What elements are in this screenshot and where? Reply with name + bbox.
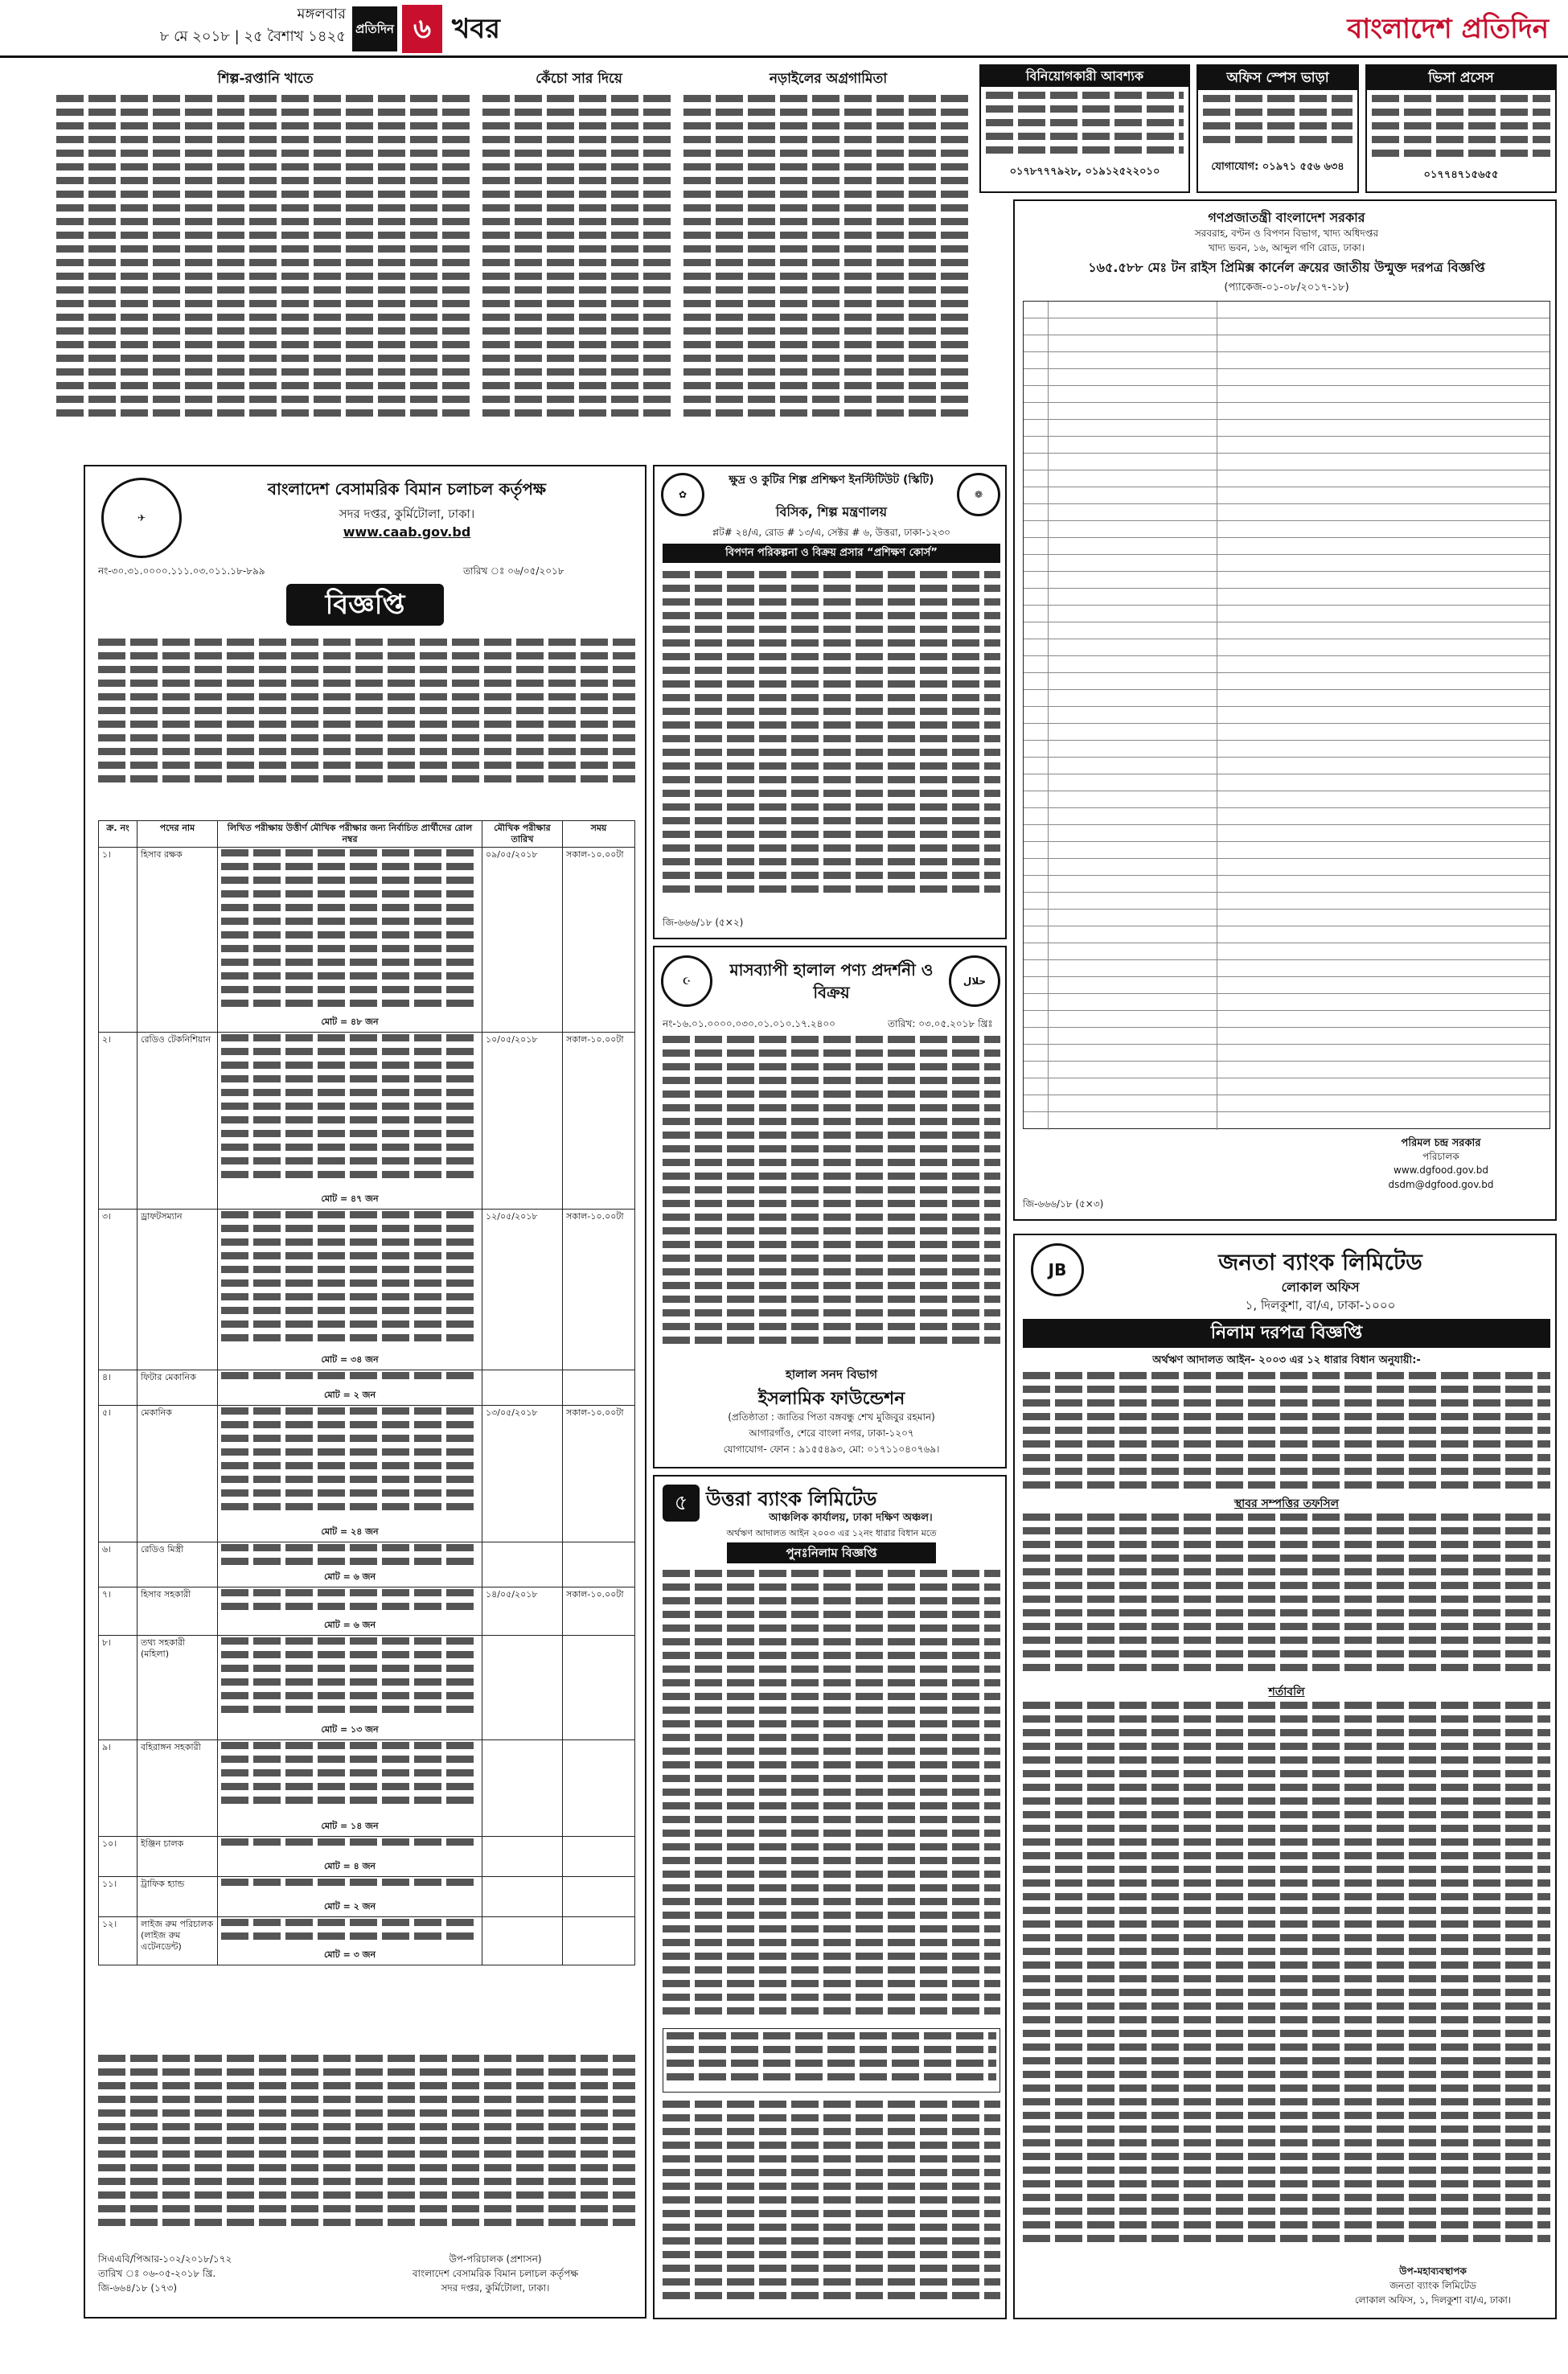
halal-dept: হালাল সনদ বিভাগ [785, 1367, 878, 1382]
caab-col-date: মৌখিক পরীক্ষার তারিখ [482, 821, 563, 848]
caab-cell-sl: ১। [99, 848, 138, 1033]
ad-investor-phone: ০১৭৮৭৭৭৯২৮, ০১৯১২৫২২০১০ [1009, 166, 1160, 178]
caab-cell-post: লাইজ রুম পরিচালক (লাইজ রুম এটেনডেন্ট) [138, 1917, 218, 1965]
caab-row [99, 1370, 635, 1406]
caab-cell-time: সকাল-১০.০০টা [563, 1406, 635, 1542]
dgfood-tender-table [1023, 301, 1550, 1129]
ad-office-title: অফিস স্পেস ভাড়া [1198, 66, 1357, 90]
gov-logo-icon: ❁ [957, 473, 1000, 516]
header-date: ৮ মে ২০১৮ | ২৫ বৈশাখ ১৪২৫ [159, 28, 346, 45]
caab-row-total: মোট = ৩৪ জন [321, 1354, 379, 1365]
scitech-course: বিপণন পরিকল্পনা ও বিক্রয় প্রসার “প্রশিক্ষণ কোর্স” [663, 544, 1000, 563]
caab-cell-rolls [218, 1542, 482, 1587]
uttara-price-table [663, 2028, 1000, 2093]
caab-org: বাংলাদেশ বেসামরিক বিমান চলাচল কর্তৃপক্ষ [267, 479, 547, 499]
caab-cell-post: তথ্য সহকারী (মহিলা) [138, 1636, 218, 1740]
caab-website-link[interactable]: www.caab.gov.bd [343, 524, 471, 540]
article-3 [683, 69, 973, 455]
caab-cell-post: ট্রাফিক হ্যান্ড [138, 1877, 218, 1917]
caab-cell-time [563, 1636, 635, 1740]
caab-row-total: মোট = ২ জন [323, 1390, 376, 1400]
caab-cell-sl: ২। [99, 1033, 138, 1210]
caab-cell-time: সকাল-১০.০০টা [563, 1033, 635, 1210]
brand-logo[interactable]: বাংলাদেশ প্রতিদিন [1347, 13, 1549, 45]
caab-cell-rolls [218, 1636, 482, 1740]
caab-intro [98, 639, 635, 811]
halal-founder: (প্রতিষ্ঠাতা : জাতির পিতা বঙ্গবন্ধু শেখ মুজিবুর রহমান) [728, 1411, 935, 1423]
caab-cell-time: সকাল-১০.০০টা [563, 848, 635, 1033]
caab-cell-time [563, 1917, 635, 1965]
page-header [0, 0, 1568, 58]
halal-notice [653, 946, 1007, 1468]
caab-cell-date [482, 1837, 563, 1877]
islamic-foundation-logo-icon: ☪ [661, 955, 712, 1007]
caab-cell-date [482, 1542, 563, 1587]
caab-cell-sl: ১২। [99, 1917, 138, 1965]
halal-body [663, 1036, 1000, 1357]
caab-date: তারিখ ঃ ০৬/০৫/২০১৮ [463, 565, 564, 577]
uttara-property-schedule [663, 2101, 1000, 2310]
halal-address: আগারগাঁও, শেরে বাংলা নগর, ঢাকা-১২০৭ [749, 1427, 914, 1439]
caab-cell-post: হিসাব রক্ষক [138, 848, 218, 1033]
janata-schedule [1023, 1514, 1550, 1674]
article-1-title: শিল্প-রপ্তানি খাতে [217, 71, 314, 87]
caab-footer-gd: জি-৬৬৪/১৮ (১৭৩) [98, 2282, 178, 2294]
article-3-title: নড়াইলের অগ্রগামিতা [769, 71, 888, 87]
caab-cell-sl: ৫। [99, 1406, 138, 1542]
ad-visa [1365, 64, 1557, 193]
uttara-notice-title: পুনঃনিলাম বিজ্ঞপ্তি [727, 1542, 936, 1563]
caab-roll-numbers [221, 1879, 478, 1901]
caab-col-time: সময় [563, 821, 635, 848]
scitech-gd: জি-৬৬৬/১৮ (৫×২) [663, 917, 744, 928]
caab-cell-date: ১২/০৫/২০১৮ [482, 1210, 563, 1370]
caab-roll-numbers [221, 1742, 478, 1821]
halal-title: মাসব্যাপী হালাল পণ্য প্রদর্শনী ও বিক্রয় [729, 960, 934, 1002]
uttara-office: আঞ্চলিক কার্যালয়, ঢাকা দক্ষিণ অঞ্চল। [769, 1512, 933, 1524]
logo-box: প্রতিদিন [352, 6, 397, 51]
caab-cell-sl: ৬। [99, 1542, 138, 1587]
caab-roll-numbers [221, 1407, 478, 1526]
caab-ref: নং-৩০.৩১.০০০০.১১১.০৩.০১১.১৮-৮৯৯ [98, 565, 265, 577]
caab-cell-post: রেডিও মিস্ত্রী [138, 1542, 218, 1587]
caab-roll-numbers [221, 849, 478, 1017]
caab-logo-icon: ✈ [101, 478, 182, 558]
caab-row-total: মোট = ১৩ জন [321, 1724, 379, 1735]
caab-cell-time [563, 1837, 635, 1877]
caab-cell-time: সকাল-১০.০০টা [563, 1587, 635, 1636]
caab-cell-date [482, 1370, 563, 1406]
caab-cell-rolls [218, 1033, 482, 1210]
section-title: খবর [452, 13, 500, 45]
caab-row [99, 1837, 635, 1877]
scitech-address: প্লট# ২৪/এ, রোড # ১৩/এ, সেক্টর # ৬, উত্তরা, ঢাকা-১২৩০ [712, 527, 950, 538]
janata-terms-title: শর্তাবলি [1268, 1686, 1305, 1698]
caab-cell-sl: ৭। [99, 1587, 138, 1636]
caab-roll-numbers [221, 1919, 478, 1949]
caab-roll-numbers [221, 1838, 478, 1861]
caab-cell-date [482, 1877, 563, 1917]
caab-cell-time [563, 1370, 635, 1406]
caab-cell-date [482, 1917, 563, 1965]
article-2-title: কেঁচো সার দিয়ে [536, 71, 622, 87]
article-3-body [683, 95, 973, 449]
article-2 [482, 69, 675, 455]
scitech-body [663, 571, 1000, 909]
caab-cell-time [563, 1740, 635, 1837]
dgfood-signer-title: পরিচালক [1422, 1151, 1459, 1162]
caab-row [99, 1636, 635, 1740]
article-1-body [56, 95, 474, 449]
caab-row-total: মোট = ৪৭ জন [321, 1193, 379, 1204]
caab-row-total: মোট = ৬ জন [323, 1620, 376, 1630]
scitech-sub: বিসিক, শিল্প মন্ত্রণালয় [775, 504, 888, 520]
caab-cell-time [563, 1542, 635, 1587]
caab-row-total: মোট = ৩ জন [323, 1949, 376, 1960]
halal-date: তারিখ: ০৩.০৫.২০১৮ খ্রিঃ [888, 1018, 993, 1029]
caab-row [99, 1542, 635, 1587]
caab-cell-sl: ৪। [99, 1370, 138, 1406]
caab-row-total: মোট = ১৪ জন [321, 1821, 379, 1831]
caab-col-rolls: লিখিত পরীক্ষায় উত্তীর্ণ মৌখিক পরীক্ষার জন্য নির্বাচিত প্রার্থীদের রোল নম্বর [218, 821, 482, 848]
dgfood-signer: পরিমল চন্দ্র সরকার [1401, 1137, 1481, 1149]
ad-office [1197, 64, 1359, 193]
dgfood-address: খাদ্য ভবন, ১৬, আব্দুল গণি রোড, ঢাকা। [1209, 242, 1365, 253]
caab-row-total: মোট = ২ জন [323, 1901, 376, 1912]
caab-cell-rolls [218, 1877, 482, 1917]
caab-cell-date: ১০/০৫/২০১৮ [482, 1033, 563, 1210]
caab-cell-time: সকাল-১০.০০টা [563, 1210, 635, 1370]
caab-cell-post: ড্রাফটসম্যান [138, 1210, 218, 1370]
caab-cell-sl: ৮। [99, 1636, 138, 1740]
ad-office-phone: যোগাযোগ: ০১৯৭১ ৫৫৬ ৬৩৪ [1211, 161, 1344, 173]
janata-logo-icon: JB [1031, 1243, 1084, 1296]
caab-col-sl: ক্র. নং [99, 821, 138, 848]
caab-cell-date: ১৩/০৫/২০১৮ [482, 1406, 563, 1542]
ad-investor [979, 64, 1190, 193]
caab-cell-post: হিসাব সহকারী [138, 1587, 218, 1636]
caab-notice [84, 465, 646, 2319]
ad-investor-title: বিনিয়োগকারী আবশ্যক [981, 66, 1188, 87]
header-day: মঙ্গলবার [297, 6, 346, 23]
ad-visa-title: ভিসা প্রসেস [1367, 66, 1555, 90]
janata-signer-addr: লোকাল অফিস, ১, দিলকুশা বা/এ, ঢাকা। [1354, 2294, 1512, 2306]
caab-cell-rolls [218, 1406, 482, 1542]
caab-row [99, 848, 635, 1033]
halal-ref: নং-১৬.০১.০০০০.০৩০.০১.০১০.১৭.২৪০০ [663, 1018, 835, 1029]
janata-office: লোকাল অফিস [1281, 1279, 1360, 1295]
caab-cell-date [482, 1636, 563, 1740]
caab-roll-numbers [221, 1637, 478, 1724]
article-2-body [482, 95, 675, 449]
uttara-notice [653, 1475, 1007, 2319]
caab-signer-addr: সদর দপ্তর, কুর্মিটোলা, ঢাকা। [441, 2282, 550, 2294]
caab-address: সদর দপ্তর, কুর্মিটোলা, ঢাকা। [339, 507, 475, 521]
caab-cell-rolls [218, 1740, 482, 1837]
caab-cell-sl: ৩। [99, 1210, 138, 1370]
halal-phone: যোগাযোগ- ফোন : ৯১৫৫৪৯৩, মো: ০১৭১১০৪০৭৬৯। [723, 1444, 940, 1455]
uttara-act: অর্থঋণ আদালত আইন ২০০৩ এর ১২নং ধারার বিধান মতে [726, 1528, 937, 1538]
bscic-logo-icon: ✿ [661, 473, 704, 516]
caab-row-total: মোট = ৬ জন [323, 1571, 376, 1582]
uttara-logo-icon: ৫ [663, 1485, 700, 1522]
dgfood-gd: জি-৬৬৬/১৮ (৫×৩) [1023, 1198, 1104, 1210]
caab-cell-rolls [218, 1587, 482, 1636]
article-1 [56, 69, 474, 455]
caab-cell-sl: ৯। [99, 1740, 138, 1837]
janata-act: অর্থঋণ আদালত আইন- ২০০৩ এর ১২ ধারার বিধান অনুযায়ী:- [1152, 1354, 1421, 1366]
caab-roll-numbers [221, 1034, 478, 1193]
caab-cell-post: ফিটার মেকানিক [138, 1370, 218, 1406]
dgfood-package: (প্যাকেজ-০১-০৮/২০১৭-১৮) [1224, 281, 1349, 294]
caab-instructions [98, 2055, 635, 2240]
dgfood-email-link[interactable]: dsdm@dgfood.gov.bd [1388, 1179, 1494, 1190]
janata-notice-title: নিলাম দরপত্র বিজ্ঞপ্তি [1023, 1319, 1550, 1348]
caab-col-post: পদের নাম [138, 821, 218, 848]
dgfood-website-link[interactable]: www.dgfood.gov.bd [1394, 1164, 1488, 1176]
caab-signer: উপ-পরিচালক (প্রশাসন) [449, 2253, 542, 2265]
scitech-notice [653, 465, 1007, 939]
janata-signer: উপ-মহাব্যবস্থাপক [1399, 2265, 1467, 2277]
caab-roll-numbers [221, 1589, 478, 1620]
ad-visa-phone: ০১৭৭৪৭১৫৬৫৫ [1423, 169, 1499, 181]
uttara-org: উত্তরা ব্যাংক লিমিটেড [706, 1488, 877, 1510]
caab-row [99, 1406, 635, 1542]
janata-org: জনতা ব্যাংক লিমিটেড [1218, 1249, 1422, 1275]
caab-roll-numbers [221, 1372, 478, 1390]
dgfood-gov: গণপ্রজাতন্ত্রী বাংলাদেশ সরকার [1208, 210, 1365, 225]
caab-cell-date: ১৪/০৫/২০১৮ [482, 1587, 563, 1636]
uttara-body [663, 1570, 1000, 2020]
scitech-org: ক্ষুদ্র ও কুটির শিল্প প্রশিক্ষণ ইনস্টিটিউট (স্কিটি) [729, 474, 934, 487]
caab-roll-table [98, 820, 635, 1965]
caab-cell-post: ইঞ্জিন চালক [138, 1837, 218, 1877]
halal-org: ইসলামিক ফাউন্ডেশন [757, 1389, 905, 1409]
caab-footer-date: তারিখ ঃ ০৬-০৫-২০১৮ খ্রি. [98, 2268, 216, 2279]
caab-notice-title: বিজ্ঞপ্তি [286, 584, 444, 626]
caab-cell-date [482, 1740, 563, 1837]
caab-row [99, 1917, 635, 1965]
caab-row-total: মোট = ২৪ জন [321, 1526, 379, 1537]
halal-logo-icon: حلال [949, 955, 1000, 1007]
caab-cell-sl: ১১। [99, 1877, 138, 1917]
janata-schedule-title: স্থাবর সম্পত্তির তফসিল [1233, 1497, 1340, 1510]
janata-signer-org: জনতা ব্যাংক লিমিটেড [1389, 2280, 1476, 2291]
janata-terms [1023, 1702, 1550, 2249]
caab-row [99, 1033, 635, 1210]
caab-cell-post: রেডিও টেকনিশিয়ান [138, 1033, 218, 1210]
janata-notice [1013, 1234, 1557, 2319]
caab-roll-numbers [221, 1544, 478, 1571]
janata-intro [1023, 1372, 1550, 1493]
dgfood-title: ১৬৫.৫৮৮ মেঃ টন রাইস প্রিমিক্স কার্নেল ক্রয়ের জাতীয় উন্মুক্ত দরপত্র বিজ্ঞপ্তি [1088, 260, 1485, 275]
janata-address: ১, দিলকুশা, বা/এ, ঢাকা-১০০০ [1245, 1298, 1396, 1312]
caab-cell-post: বহিরাঙ্গন সহকারী [138, 1740, 218, 1837]
caab-row [99, 1877, 635, 1917]
caab-cell-rolls [218, 1370, 482, 1406]
caab-row [99, 1740, 635, 1837]
caab-cell-post: মেকানিক [138, 1406, 218, 1542]
caab-row [99, 1210, 635, 1370]
caab-signer-org: বাংলাদেশ বেসামরিক বিমান চলাচল কর্তৃপক্ষ [412, 2268, 579, 2279]
caab-cell-rolls [218, 1837, 482, 1877]
dgfood-notice [1013, 199, 1557, 1221]
caab-cell-rolls [218, 1210, 482, 1370]
caab-cell-rolls [218, 1917, 482, 1965]
page-number: ৬ [402, 5, 442, 53]
caab-footer-ref: সিএএবি/পিআর-১০২/২০১৮/১৭২ [98, 2253, 232, 2265]
caab-row-total: মোট = ৪৮ জন [321, 1017, 379, 1027]
dgfood-dept: সরবরাহ, বণ্টন ও বিপণন বিভাগ, খাদ্য অধিদপ্তর [1194, 228, 1379, 239]
caab-roll-numbers [221, 1211, 478, 1354]
caab-cell-time [563, 1877, 635, 1917]
caab-cell-sl: ১০। [99, 1837, 138, 1877]
caab-cell-rolls [218, 848, 482, 1033]
caab-cell-date: ০৯/০৫/২০১৮ [482, 848, 563, 1033]
caab-row-total: মোট = ৪ জন [323, 1861, 376, 1871]
caab-row [99, 1587, 635, 1636]
